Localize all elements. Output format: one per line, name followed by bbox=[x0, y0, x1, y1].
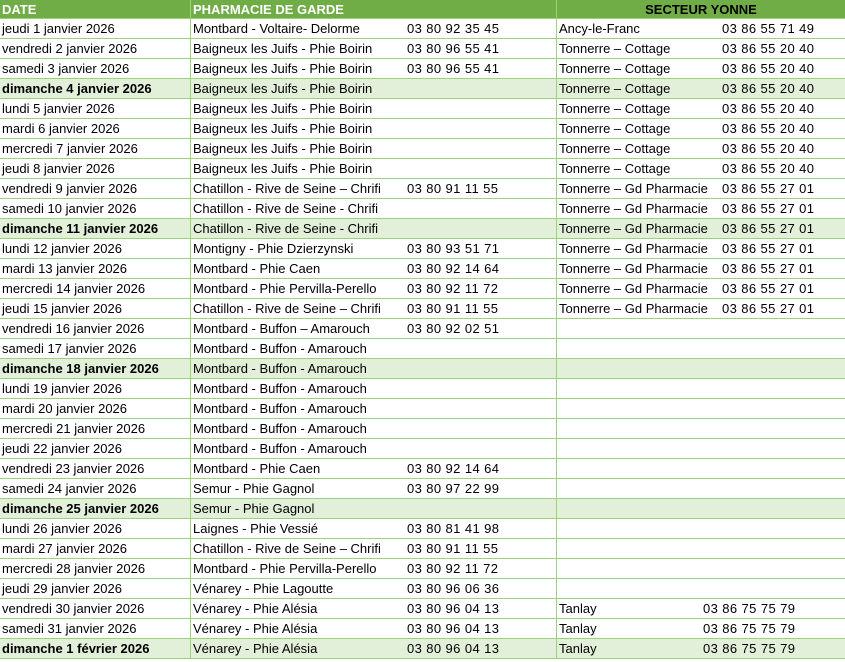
yonne-pharmacie-name: Tonnerre – Cottage bbox=[559, 41, 671, 56]
date-cell: dimanche 11 janvier 2026 bbox=[0, 219, 191, 238]
date-cell: mardi 20 janvier 2026 bbox=[0, 399, 191, 418]
table-row bbox=[0, 199, 845, 219]
pharmacie-cell bbox=[191, 399, 557, 418]
pharmacie-name: Chatillon - Rive de Seine – Chrifi bbox=[193, 301, 381, 316]
pharmacie-name: Montbard - Buffon - Amarouch bbox=[193, 441, 367, 456]
table-row bbox=[0, 259, 845, 279]
yonne-phone: 03 86 55 27 01 bbox=[722, 301, 815, 316]
yonne-pharmacie-name: Tonnerre – Gd Pharmacie bbox=[559, 221, 708, 236]
yonne-phone: 03 86 75 75 79 bbox=[703, 621, 796, 636]
pharmacie-cell bbox=[191, 219, 557, 238]
pharmacie-cell bbox=[191, 139, 557, 158]
pharmacie-phone: 03 80 96 04 13 bbox=[407, 641, 500, 656]
pharmacie-phone: 03 80 96 04 13 bbox=[407, 621, 500, 636]
table-row bbox=[0, 79, 845, 99]
table-row bbox=[0, 459, 845, 479]
yonne-cell bbox=[557, 219, 845, 238]
table-row bbox=[0, 99, 845, 119]
date-cell: samedi 17 janvier 2026 bbox=[0, 339, 191, 358]
yonne-phone: 03 86 55 27 01 bbox=[722, 221, 815, 236]
pharmacie-phone: 03 80 91 11 55 bbox=[407, 181, 499, 196]
date-cell: mercredi 28 janvier 2026 bbox=[0, 559, 191, 578]
yonne-phone: 03 86 55 27 01 bbox=[722, 261, 815, 276]
pharmacie-name: Laignes - Phie Vessié bbox=[193, 521, 319, 536]
table-row bbox=[0, 319, 845, 339]
pharmacie-name: Montbard - Buffon - Amarouch bbox=[193, 381, 367, 396]
date-cell: mardi 27 janvier 2026 bbox=[0, 539, 191, 558]
pharmacie-name: Vénarey - Phie Alésia bbox=[193, 621, 318, 636]
table-body bbox=[0, 19, 845, 659]
pharmacie-phone: 03 80 96 55 41 bbox=[407, 61, 500, 76]
table-row bbox=[0, 39, 845, 59]
yonne-cell bbox=[557, 519, 845, 538]
date-cell: samedi 31 janvier 2026 bbox=[0, 619, 191, 638]
date-cell: mercredi 14 janvier 2026 bbox=[0, 279, 191, 298]
table-header-row bbox=[0, 0, 845, 19]
pharmacie-name: Montbard - Buffon - Amarouch bbox=[193, 361, 367, 376]
yonne-pharmacie-name: Tonnerre – Gd Pharmacie bbox=[559, 281, 708, 296]
pharmacie-cell bbox=[191, 579, 557, 598]
yonne-cell bbox=[557, 319, 845, 338]
yonne-phone: 03 86 55 20 40 bbox=[722, 41, 815, 56]
header-secteur-yonne: SECTEUR YONNE bbox=[557, 0, 845, 18]
date-cell: jeudi 29 janvier 2026 bbox=[0, 579, 191, 598]
pharmacie-cell bbox=[191, 559, 557, 578]
table-row bbox=[0, 419, 845, 439]
pharmacie-name: Vénarey - Phie Alésia bbox=[193, 601, 318, 616]
pharmacie-cell bbox=[191, 459, 557, 478]
header-pharmacie: PHARMACIE DE GARDE bbox=[191, 0, 557, 18]
pharmacie-name: Vénarey - Phie Lagoutte bbox=[193, 581, 334, 596]
pharmacie-cell bbox=[191, 599, 557, 618]
pharmacie-cell bbox=[191, 159, 557, 178]
yonne-phone: 03 86 75 75 79 bbox=[703, 641, 796, 656]
pharmacie-name: Montbard - Buffon – Amarouch bbox=[193, 321, 370, 336]
yonne-cell bbox=[557, 599, 845, 618]
pharmacie-cell bbox=[191, 19, 557, 38]
pharmacie-name: Baigneux les Juifs - Phie Boirin bbox=[193, 121, 373, 136]
date-cell: samedi 10 janvier 2026 bbox=[0, 199, 191, 218]
pharmacie-phone: 03 80 92 11 72 bbox=[407, 281, 499, 296]
pharmacie-cell bbox=[191, 179, 557, 198]
table-row bbox=[0, 239, 845, 259]
table-row bbox=[0, 219, 845, 239]
yonne-cell bbox=[557, 439, 845, 458]
pharmacie-phone: 03 80 96 06 36 bbox=[407, 581, 500, 596]
table-row bbox=[0, 339, 845, 359]
date-cell: vendredi 23 janvier 2026 bbox=[0, 459, 191, 478]
date-cell: jeudi 1 janvier 2026 bbox=[0, 19, 191, 38]
yonne-cell bbox=[557, 619, 845, 638]
pharmacie-cell bbox=[191, 419, 557, 438]
pharmacie-name: Montbard - Phie Caen bbox=[193, 261, 321, 276]
pharmacie-name: Baigneux les Juifs - Phie Boirin bbox=[193, 141, 373, 156]
yonne-pharmacie-name: Tonnerre – Cottage bbox=[559, 101, 671, 116]
yonne-cell bbox=[557, 639, 845, 658]
date-cell: vendredi 9 janvier 2026 bbox=[0, 179, 191, 198]
pharmacie-cell bbox=[191, 519, 557, 538]
pharmacie-cell bbox=[191, 619, 557, 638]
pharmacie-name: Baigneux les Juifs - Phie Boirin bbox=[193, 61, 373, 76]
table-row bbox=[0, 559, 845, 579]
pharmacie-cell bbox=[191, 359, 557, 378]
date-cell: dimanche 4 janvier 2026 bbox=[0, 79, 191, 98]
yonne-phone: 03 86 55 20 40 bbox=[722, 121, 815, 136]
table-row bbox=[0, 499, 845, 519]
table-row bbox=[0, 619, 845, 639]
yonne-cell bbox=[557, 419, 845, 438]
table-row bbox=[0, 139, 845, 159]
yonne-cell bbox=[557, 339, 845, 358]
pharmacie-name: Chatillon - Rive de Seine – Chrifi bbox=[193, 181, 381, 196]
pharmacie-cell bbox=[191, 439, 557, 458]
date-cell: mardi 6 janvier 2026 bbox=[0, 119, 191, 138]
yonne-pharmacie-name: Tonnerre – Gd Pharmacie bbox=[559, 181, 708, 196]
date-cell: mercredi 21 janvier 2026 bbox=[0, 419, 191, 438]
yonne-cell bbox=[557, 99, 845, 118]
yonne-pharmacie-name: Tonnerre – Gd Pharmacie bbox=[559, 201, 708, 216]
yonne-cell bbox=[557, 279, 845, 298]
table-row bbox=[0, 439, 845, 459]
date-cell: dimanche 1 février 2026 bbox=[0, 639, 191, 658]
pharmacie-phone: 03 80 91 11 55 bbox=[407, 541, 499, 556]
yonne-pharmacie-name: Tonnerre – Cottage bbox=[559, 81, 671, 96]
table-row bbox=[0, 279, 845, 299]
pharmacie-phone: 03 80 92 14 64 bbox=[407, 461, 500, 476]
pharmacie-cell bbox=[191, 59, 557, 78]
yonne-phone: 03 86 75 75 79 bbox=[703, 601, 796, 616]
yonne-phone: 03 86 55 20 40 bbox=[722, 61, 815, 76]
pharmacie-phone: 03 80 96 55 41 bbox=[407, 41, 500, 56]
table-row bbox=[0, 359, 845, 379]
pharmacie-cell bbox=[191, 299, 557, 318]
pharmacie-cell bbox=[191, 199, 557, 218]
table-row bbox=[0, 519, 845, 539]
yonne-cell bbox=[557, 579, 845, 598]
yonne-cell bbox=[557, 19, 845, 38]
pharmacie-name: Montbard - Phie Pervilla-Perello bbox=[193, 561, 377, 576]
pharmacie-name: Baigneux les Juifs - Phie Boirin bbox=[193, 101, 373, 116]
table-row bbox=[0, 59, 845, 79]
yonne-cell bbox=[557, 359, 845, 378]
yonne-pharmacie-name: Tonnerre – Cottage bbox=[559, 61, 671, 76]
pharmacie-phone: 03 80 92 14 64 bbox=[407, 261, 500, 276]
pharmacie-cell bbox=[191, 39, 557, 58]
pharmacie-phone: 03 80 81 41 98 bbox=[407, 521, 500, 536]
yonne-phone: 03 86 55 27 01 bbox=[722, 241, 815, 256]
pharmacie-name: Chatillon - Rive de Seine - Chrifi bbox=[193, 221, 378, 236]
yonne-cell bbox=[557, 239, 845, 258]
yonne-cell bbox=[557, 139, 845, 158]
yonne-pharmacie-name: Ancy-le-Franc bbox=[559, 21, 640, 36]
yonne-pharmacie-name: Tonnerre – Gd Pharmacie bbox=[559, 241, 708, 256]
pharmacie-name: Baigneux les Juifs - Phie Boirin bbox=[193, 161, 373, 176]
yonne-phone: 03 86 55 20 40 bbox=[722, 141, 815, 156]
pharmacie-cell bbox=[191, 379, 557, 398]
yonne-cell bbox=[557, 499, 845, 518]
pharmacie-name: Vénarey - Phie Alésia bbox=[193, 641, 318, 656]
pharmacie-phone: 03 80 92 35 45 bbox=[407, 21, 500, 36]
yonne-pharmacie-name: Tonnerre – Cottage bbox=[559, 161, 671, 176]
table-row bbox=[0, 599, 845, 619]
yonne-cell bbox=[557, 479, 845, 498]
yonne-cell bbox=[557, 459, 845, 478]
table-row bbox=[0, 479, 845, 499]
date-cell: lundi 12 janvier 2026 bbox=[0, 239, 191, 258]
pharmacie-cell bbox=[191, 119, 557, 138]
table-row bbox=[0, 579, 845, 599]
pharmacie-phone: 03 80 97 22 99 bbox=[407, 481, 500, 496]
yonne-cell bbox=[557, 539, 845, 558]
pharmacie-name: Semur - Phie Gagnol bbox=[193, 501, 315, 516]
date-cell: dimanche 25 janvier 2026 bbox=[0, 499, 191, 518]
date-cell: vendredi 16 janvier 2026 bbox=[0, 319, 191, 338]
pharmacie-cell bbox=[191, 499, 557, 518]
yonne-phone: 03 86 55 20 40 bbox=[722, 101, 815, 116]
pharmacie-cell bbox=[191, 79, 557, 98]
date-cell: dimanche 18 janvier 2026 bbox=[0, 359, 191, 378]
pharmacie-name: Montbard - Buffon - Amarouch bbox=[193, 341, 367, 356]
pharmacie-cell bbox=[191, 539, 557, 558]
table-row bbox=[0, 119, 845, 139]
date-cell: lundi 5 janvier 2026 bbox=[0, 99, 191, 118]
date-cell: mardi 13 janvier 2026 bbox=[0, 259, 191, 278]
yonne-pharmacie-name: Tonnerre – Gd Pharmacie bbox=[559, 301, 708, 316]
yonne-cell bbox=[557, 159, 845, 178]
yonne-cell bbox=[557, 79, 845, 98]
yonne-pharmacie-name: Tanlay bbox=[559, 601, 597, 616]
pharmacie-name: Montbard - Phie Caen bbox=[193, 461, 321, 476]
yonne-pharmacie-name: Tanlay bbox=[559, 641, 597, 656]
table-row bbox=[0, 379, 845, 399]
pharmacie-cell bbox=[191, 479, 557, 498]
yonne-cell bbox=[557, 399, 845, 418]
yonne-phone: 03 86 55 71 49 bbox=[722, 21, 815, 36]
date-cell: lundi 26 janvier 2026 bbox=[0, 519, 191, 538]
pharmacie-phone: 03 80 93 51 71 bbox=[407, 241, 500, 256]
pharmacie-name: Chatillon - Rive de Seine – Chrifi bbox=[193, 541, 381, 556]
yonne-cell bbox=[557, 179, 845, 198]
yonne-cell bbox=[557, 199, 845, 218]
table-row bbox=[0, 179, 845, 199]
yonne-cell bbox=[557, 119, 845, 138]
pharmacie-cell bbox=[191, 639, 557, 658]
yonne-cell bbox=[557, 299, 845, 318]
pharmacie-name: Chatillon - Rive de Seine - Chrifi bbox=[193, 201, 378, 216]
date-cell: jeudi 8 janvier 2026 bbox=[0, 159, 191, 178]
date-cell: jeudi 15 janvier 2026 bbox=[0, 299, 191, 318]
pharmacie-phone: 03 80 91 11 55 bbox=[407, 301, 499, 316]
date-cell: mercredi 7 janvier 2026 bbox=[0, 139, 191, 158]
yonne-phone: 03 86 55 20 40 bbox=[722, 161, 815, 176]
yonne-phone: 03 86 55 27 01 bbox=[722, 181, 815, 196]
yonne-pharmacie-name: Tonnerre – Cottage bbox=[559, 121, 671, 136]
header-date: DATE bbox=[0, 0, 191, 18]
table-row bbox=[0, 19, 845, 39]
yonne-cell bbox=[557, 59, 845, 78]
table-row bbox=[0, 299, 845, 319]
yonne-cell bbox=[557, 379, 845, 398]
date-cell: lundi 19 janvier 2026 bbox=[0, 379, 191, 398]
pharmacie-cell bbox=[191, 319, 557, 338]
pharmacie-name: Montigny - Phie Dzierzynski bbox=[193, 241, 354, 256]
yonne-phone: 03 86 55 27 01 bbox=[722, 281, 815, 296]
yonne-cell bbox=[557, 39, 845, 58]
date-cell: vendredi 2 janvier 2026 bbox=[0, 39, 191, 58]
pharmacie-name: Semur - Phie Gagnol bbox=[193, 481, 315, 496]
yonne-pharmacie-name: Tanlay bbox=[559, 621, 597, 636]
pharmacie-cell bbox=[191, 279, 557, 298]
yonne-cell bbox=[557, 259, 845, 278]
yonne-phone: 03 86 55 20 40 bbox=[722, 81, 815, 96]
pharmacie-name: Montbard - Buffon - Amarouch bbox=[193, 421, 367, 436]
pharmacie-name: Baigneux les Juifs - Phie Boirin bbox=[193, 41, 373, 56]
pharmacie-phone: 03 80 96 04 13 bbox=[407, 601, 500, 616]
table-row bbox=[0, 539, 845, 559]
pharmacie-name: Baigneux les Juifs - Phie Boirin bbox=[193, 81, 373, 96]
date-cell: jeudi 22 janvier 2026 bbox=[0, 439, 191, 458]
date-cell: samedi 24 janvier 2026 bbox=[0, 479, 191, 498]
table-row bbox=[0, 639, 845, 659]
pharmacie-cell bbox=[191, 239, 557, 258]
pharmacie-phone: 03 80 92 11 72 bbox=[407, 561, 499, 576]
yonne-phone: 03 86 55 27 01 bbox=[722, 201, 815, 216]
table-row bbox=[0, 399, 845, 419]
date-cell: samedi 3 janvier 2026 bbox=[0, 59, 191, 78]
date-cell: vendredi 30 janvier 2026 bbox=[0, 599, 191, 618]
pharmacie-phone: 03 80 92 02 51 bbox=[407, 321, 500, 336]
pharmacie-name: Montbard - Buffon - Amarouch bbox=[193, 401, 367, 416]
yonne-cell bbox=[557, 559, 845, 578]
pharmacie-name: Montbard - Voltaire- Delorme bbox=[193, 21, 360, 36]
pharmacie-name: Montbard - Phie Pervilla-Perello bbox=[193, 281, 377, 296]
yonne-pharmacie-name: Tonnerre – Gd Pharmacie bbox=[559, 261, 708, 276]
pharmacie-cell bbox=[191, 339, 557, 358]
pharmacie-cell bbox=[191, 99, 557, 118]
table-row bbox=[0, 159, 845, 179]
pharmacie-cell bbox=[191, 259, 557, 278]
yonne-pharmacie-name: Tonnerre – Cottage bbox=[559, 141, 671, 156]
